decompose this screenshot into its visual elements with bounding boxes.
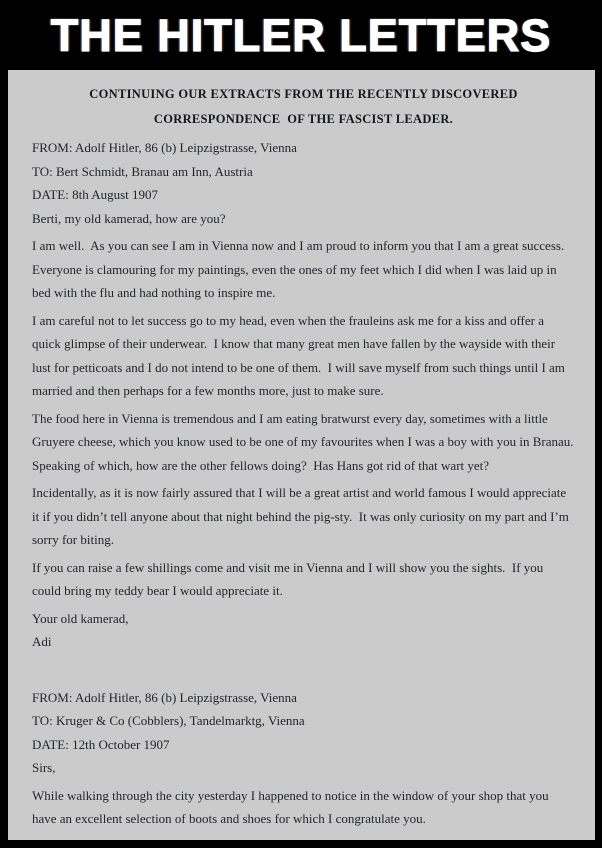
letter-second [32, 686, 575, 831]
letter-closing-line: Your old kamerad, [32, 610, 129, 626]
letter-first [32, 136, 581, 654]
letter-paragraph: The food here in Vienna is tremendous and I am eating bratwurst every day, sometimes with a little Gruyere cheese, which you know used to be one of my favourites when I was a boy with you in Branau. Speaking of which, how are the other fellows doing? Has Hans got rid of that wart yet? [32, 410, 581, 473]
intro-blurb [32, 82, 575, 132]
letter-paragraph: Incidentally, as it is now fairly assured that I will be a great artist and world famous I would appreciate it if you didn’t tell anyone about that night behind the pig-sty. It was only curiosity on my part and I’m sorry for biting. [32, 485, 573, 547]
letter-paragraph: If you can raise a few shillings come and visit me in Vienna and I will show you the sights. If you could bring my teddy bear I would appreciate it. [32, 559, 547, 598]
letter-salutation: Berti, my old kamerad, how are you? [32, 210, 226, 226]
letter-paragraph: I am well. As you can see I am in Vienna now and I am proud to inform you that I am a great success. Everyone is clamouring for my paintings, even the ones of my feet which I did when I was laid up in bed with the flu and had nothing to inspire me. [32, 238, 571, 300]
intro-line-2: CORRESPONDENCE OF THE FASCIST LEADER. [153, 112, 454, 126]
letter-paragraph: While walking through the city yesterday I happened to notice in the window of your shop that you have an excellent selection of boots and shoes for which I congratulate you. [32, 787, 552, 826]
letter-signature: Adi [32, 634, 52, 649]
letter-from-line: FROM: Adolf Hitler, 86 (b) Leipzigstrasse, Vienna [32, 689, 297, 705]
letter-to-line: TO: Kruger & Co (Cobblers), Tandelmarktg, Vienna [32, 713, 305, 728]
letter-paragraph: I am careful not to let success go to my head, even when the frauleins ask me for a kiss and offer a quick glimpse of their underwear. I know that many great men have fallen by the wayside with their lust for petticoats and I do not intend to be one of them. I will save myself from such things until I am married and then perhaps for a few months more, just to make sure. [32, 312, 569, 398]
page-title: THE HITLER LETTERS [50, 10, 552, 61]
masthead [0, 0, 602, 70]
document-page [8, 70, 595, 840]
letter-date-line: DATE: 12th October 1907 [32, 736, 170, 752]
letter-to-line: TO: Bert Schmidt, Branau am Inn, Austria [32, 163, 253, 179]
letter-salutation: Sirs, [32, 760, 56, 775]
letter-date-line: DATE: 8th August 1907 [32, 187, 159, 202]
intro-line-1: CONTINUING OUR EXTRACTS FROM THE RECENTLY DISCOVERED [89, 87, 518, 101]
letter-from-line: FROM: Adolf Hitler, 86 (b) Leipzigstrasse, Vienna [32, 140, 297, 155]
